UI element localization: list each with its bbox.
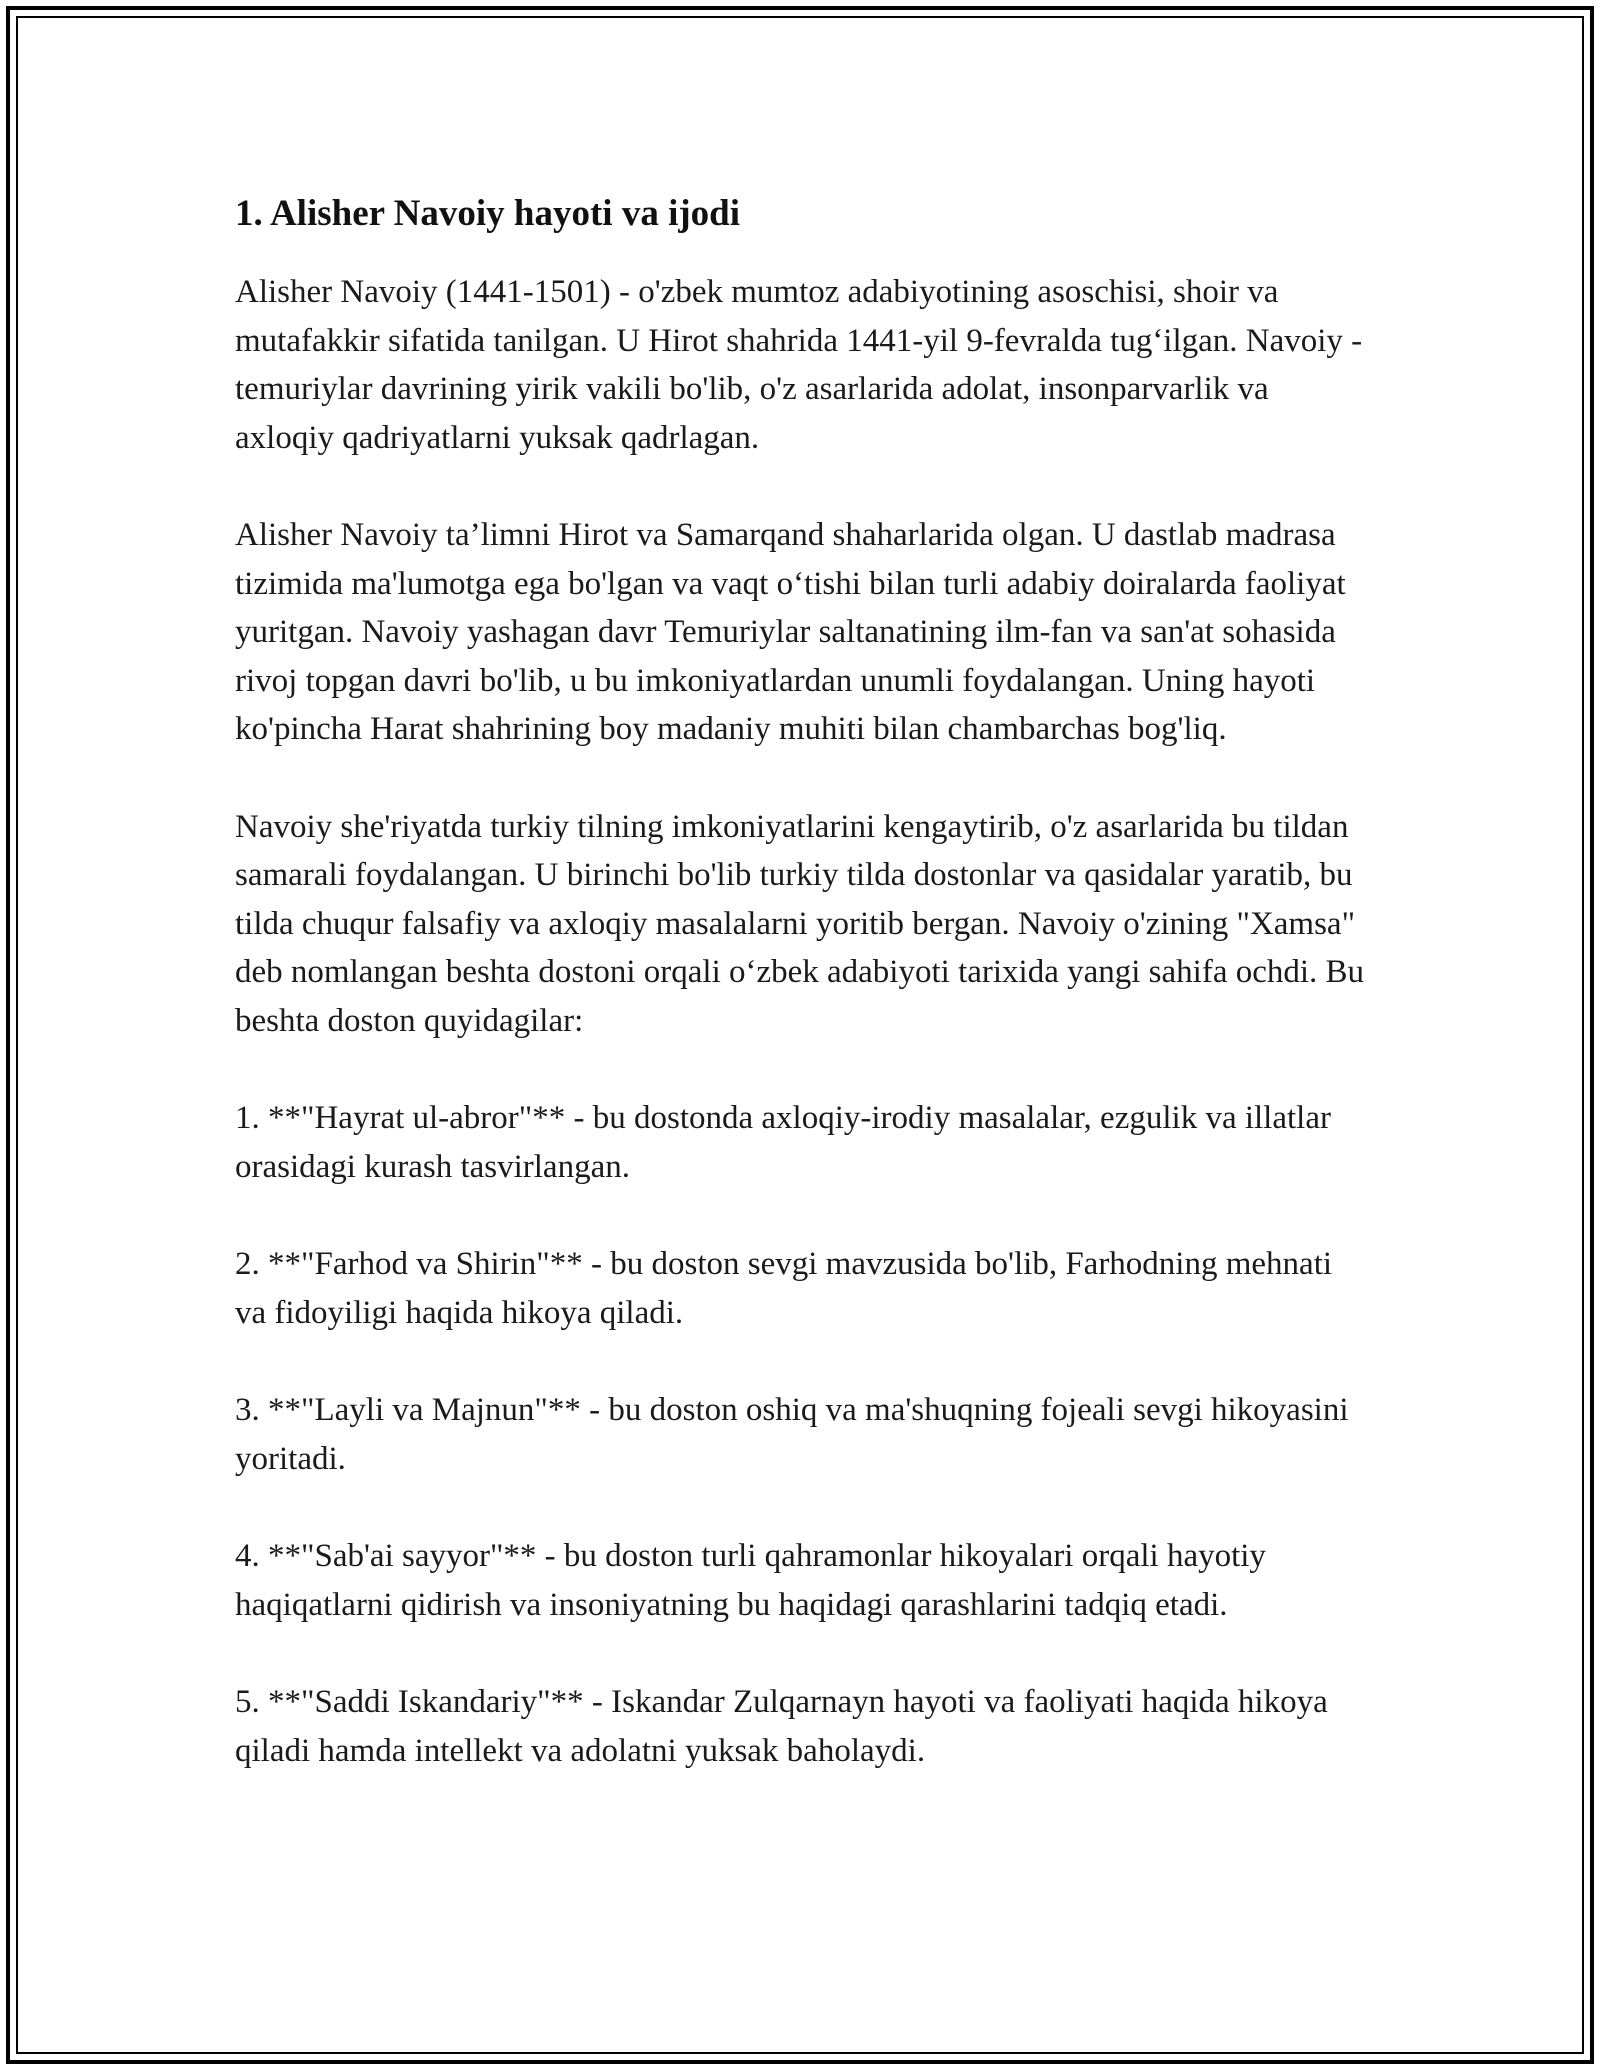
paragraph-intro: Alisher Navoiy (1441-1501) - o'zbek mumtoz adabiyotining asoschisi, shoir va mutafakkir sifatida tanilgan. U Hirot shahrida 1441-yil 9-fevralda tug‘ilgan. Navoiy - temuriylar davrining yirik vakili bo'lib, o'z asarlarida adolat, insonparvarlik va axloqiy qadriyatlarni yuksak qadrlagan. [235, 274, 1363, 456]
document-body [235, 190, 1365, 1824]
list-item-layli-va-majnun: 3. **"Layli va Majnun"** - bu doston oshiq va ma'shuqning fojeali sevgi hikoyasini yoritadi. [235, 1392, 1349, 1477]
paragraph-education: Alisher Navoiy ta’limni Hirot va Samarqand shaharlarida olgan. U dastlab madrasa tizimida ma'lumotga ega bo'lgan va vaqt o‘tishi bilan turli adabiy doiralarda faoliyat yuritgan. Navoiy yashagan davr Temuriylar saltanatining ilm-fan va san'at sohasida rivoj topgan davri bo'lib, u bu imkoniyatlardan unumli foydalangan. Uning hayoti ko'pincha Harat shahrining boy madaniy muhiti bilan chambarchas bog'liq. [235, 517, 1346, 747]
paragraph-poetry: Navoiy she'riyatda turkiy tilning imkoniyatlarini kengaytirib, o'z asarlarida bu tildan samarali foydalangan. U birinchi bo'lib turkiy tilda dostonlar va qasidalar yaratib, bu tilda chuqur falsafiy va axloqiy masalalarni yoritib bergan. Navoiy o'zining "Xamsa" deb nomlangan beshta dostoni orqali o‘zbek adabiyoti tarixida yangi sahifa ochdi. Bu beshta doston quyidagilar: [235, 808, 1365, 1039]
list-item-sabai-sayyor: 4. **"Sab'ai sayyor"** - bu doston turli qahramonlar hikoyalari orqali hayotiy haqiqatlarni qidirish va insoniyatning bu haqidagi qarashlarini tadqiq etadi. [235, 1538, 1266, 1623]
list-item-farhod-va-shirin: 2. **"Farhod va Shirin"** - bu doston sevgi mavzusida bo'lib, Farhodning mehnati va fidoyiligi haqida hikoya qiladi. [235, 1246, 1333, 1331]
document-title: 1. Alisher Navoiy hayoti va ijodi [235, 193, 741, 234]
list-item-hayrat-ul-abror: 1. **"Hayrat ul-abror"** - bu dostonda axloqiy-irodiy masalalar, ezgulik va illatlar orasidagi kurash tasvirlangan. [235, 1100, 1331, 1185]
list-item-saddi-iskandariy: 5. **"Saddi Iskandariy"** - Iskandar Zulqarnayn hayoti va faoliyati haqida hikoya qiladi hamda intellekt va adolatni yuksak baholaydi. [235, 1684, 1328, 1769]
